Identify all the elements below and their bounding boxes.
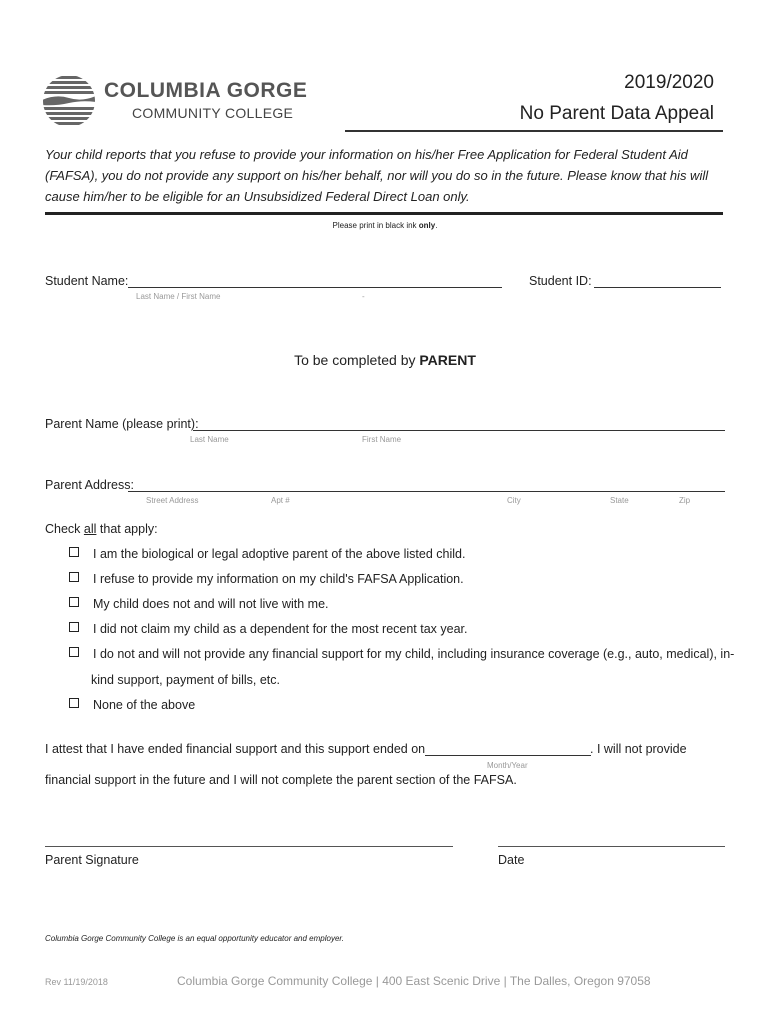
checkbox[interactable] — [69, 698, 79, 708]
month-year-hint: Month/Year — [487, 761, 528, 770]
student-id-label: Student ID: — [529, 274, 592, 288]
student-name-label: Student Name: — [45, 274, 129, 288]
parent-first-name-hint: First Name — [362, 435, 402, 444]
student-name-hint-dash: - — [362, 292, 365, 301]
logo-line2: COMMUNITY COLLEGE — [132, 105, 294, 121]
checklist-item[interactable] — [69, 572, 464, 586]
attest-line1-end: . I will not provide — [590, 742, 687, 756]
header-rule — [345, 130, 723, 132]
ink-note-emphasis: only — [418, 221, 436, 230]
student-name-field[interactable] — [128, 287, 502, 288]
checklist-item-text: I am the biological or legal adoptive parent of the above listed child. — [93, 547, 466, 561]
date-field[interactable] — [498, 846, 725, 847]
parent-heading-prefix: To be completed by — [294, 352, 420, 368]
college-logo — [42, 74, 332, 128]
parent-name-field[interactable] — [193, 430, 725, 431]
intro-text: Your child reports that you refuse to provide your information on his/her Free Application for Federal Student Aid (FAFSA), you do not provide any support on his/her behalf, nor will you do so in the future. Please know that his will cause him/her to be eligible for an Unsubsidized Federal Direct Loan only. — [45, 147, 709, 204]
checklist-label — [45, 522, 158, 536]
checklist-item-text: None of the above — [93, 698, 196, 712]
state-hint: State — [610, 496, 629, 505]
ink-note-prefix: Please print in black ink — [332, 221, 419, 230]
checkbox[interactable] — [69, 647, 79, 657]
student-name-hint: Last Name / First Name — [136, 292, 221, 301]
parent-signature-field[interactable] — [45, 846, 453, 847]
date-label: Date — [498, 853, 525, 867]
footer-address: Columbia Gorge Community College | 400 East Scenic Drive | The Dalles, Oregon 97058 — [177, 974, 651, 988]
form-title: No Parent Data Appeal — [519, 103, 714, 124]
student-id-field[interactable] — [594, 287, 721, 288]
parent-name-label: Parent Name (please print): — [45, 417, 199, 431]
parent-address-label: Parent Address: — [45, 478, 134, 492]
college-logo-icon — [42, 74, 96, 128]
intro-rule — [45, 212, 723, 215]
revision-date: Rev 11/19/2018 — [45, 977, 108, 987]
checklist-label-prefix: Check — [45, 522, 84, 536]
checklist-item[interactable] — [69, 647, 734, 661]
parent-section-heading — [0, 352, 770, 368]
checklist-item-continuation: kind support, payment of bills, etc. — [91, 673, 280, 687]
checkbox[interactable] — [69, 622, 79, 632]
attest-line1-start: I attest that I have ended financial support and this support ended on — [45, 742, 426, 756]
checkbox[interactable] — [69, 572, 79, 582]
checklist-item[interactable] — [69, 547, 465, 561]
checkbox[interactable] — [69, 547, 79, 557]
logo-line1: COLUMBIA GORGE — [104, 79, 308, 102]
checklist-label-underlined: all — [83, 522, 97, 536]
parent-last-name-hint: Last Name — [190, 435, 229, 444]
street-hint: Street Address — [146, 496, 199, 505]
checklist-item-text: My child does not and will not live with me. — [93, 597, 329, 611]
ink-note-suffix: . — [435, 221, 438, 230]
form-year: 2019/2020 — [624, 72, 714, 93]
checklist-label-suffix: that apply: — [96, 522, 158, 536]
support-end-date-field[interactable] — [425, 755, 591, 756]
apt-hint: Apt # — [271, 496, 290, 505]
attest-line2: financial support in the future and I will not complete the parent section of the FAFSA. — [45, 773, 517, 787]
parent-heading-emphasis: PARENT — [419, 352, 476, 368]
city-hint: City — [507, 496, 521, 505]
checkbox[interactable] — [69, 597, 79, 607]
parent-address-field[interactable] — [128, 491, 725, 492]
checklist-item-text: I refuse to provide my information on my child's FAFSA Application. — [93, 572, 464, 586]
parent-signature-label: Parent Signature — [45, 853, 139, 867]
checklist-item[interactable] — [69, 698, 195, 712]
checklist-item[interactable] — [69, 597, 329, 611]
ink-note — [0, 221, 770, 230]
checklist-item-text: I do not and will not provide any financial support for my child, including insurance coverage (e.g., auto, medical), in- — [93, 647, 735, 661]
equal-opportunity-statement: Columbia Gorge Community College is an equal opportunity educator and employer. — [45, 934, 344, 943]
checklist-item[interactable] — [69, 622, 468, 636]
zip-hint: Zip — [679, 496, 691, 505]
checklist-item-text: I did not claim my child as a dependent for the most recent tax year. — [93, 622, 468, 636]
